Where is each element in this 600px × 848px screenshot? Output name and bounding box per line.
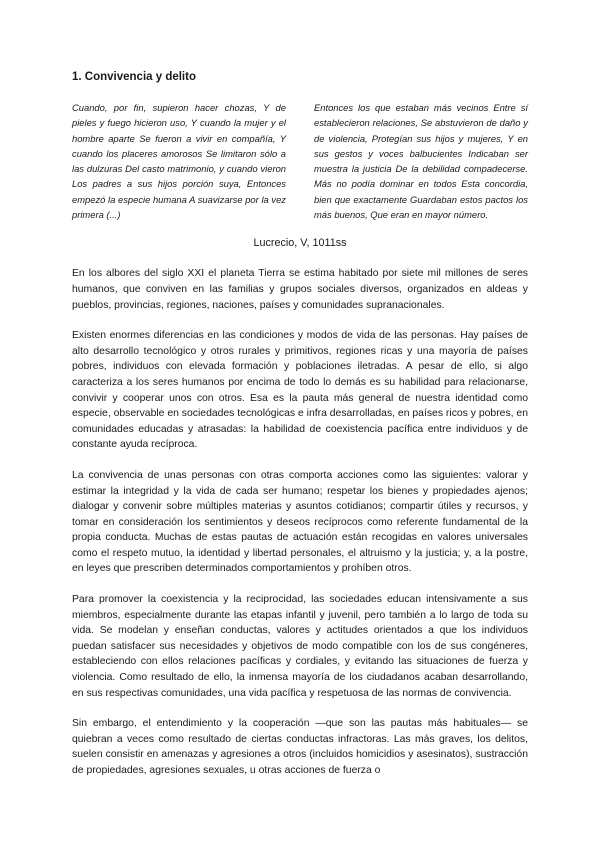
body-paragraph-5: Sin embargo, el entendimiento y la cooperación —que son las pautas más habituales— se quiebran a veces como resultado de ciertas conductas infractoras. Las más graves, los delitos, suelen consistir en amenazas y agresiones a otros (incluidos homicidios y asesinatos), sustracción de propiedades, agresiones sexuales, u otras acciones de fuerza o: [72, 718, 528, 776]
body-paragraph-3: La convivencia de unas personas con otras comporta acciones como las siguientes: valorar y estimar la integridad y la vida de cada ser humano; respetar los bienes y propiedades ajenos; dialogar y convenir sobre múltiples materias y asuntos cotidianos; compartir útiles y recursos, y tomar en consideración los sentimientos y deseos recíprocos como referente fundamental de la propia conducta. Muchas de estas pautas de actuación están recogidas en valores universales como el respeto mutuo, la identidad y libertad personales, el altruismo y la justicia; y, a la postre, en leyes que prescriben determinados comportamientos y prohíben otros.: [72, 469, 528, 575]
body-paragraph-2: Existen enormes diferencias en las condiciones y modos de vida de las personas. Hay países de alto desarrollo tecnológico y otros rurales y primitivos, regiones ricas y una mayoría de países pobres, individuos con elevada formación y poblaciones iletradas. A pesar de ello, si algo caracteriza a los seres humanos por encima de todo lo demás es su habilidad para relacionarse, convivir y cooperar unos con otros. Esa es la pauta más general de nuestra identidad como especie, observable en sociedades tecnológicas e infra desarrolladas, en países ricos y pobres, en comunidades educadas y atrasadas: la habilidad de coexistencia pacífica entre individuos y de constante ayuda recíproca.: [72, 330, 528, 451]
body-paragraph-4: Para promover la coexistencia y la reciprocidad, las sociedades educan intensivamente a sus miembros, especialmente durante las etapas infantil y juvenil, pero también a lo largo de toda su vida. Se modelan y enseñan conductas, valores y actitudes orientados a que los individuos puedan satisfacer sus necesidades y objetivos de modo compatible con los de sus congéneres, estableciendo con ellos relaciones pacíficas y cordiales, y evitando las situaciones de fuerza y violencia. Como resultado de ello, la inmensa mayoría de los ciudadanos acaban desarrollando, en sus respectivas comunidades, una vida pacífica y respetuosa de las normas de convivencia.: [72, 594, 528, 699]
section-heading: 1. Convivencia y delito: [72, 71, 196, 83]
poem-left-column: Cuando, por fin, supieron hacer chozas, Y de pieles y fuego hicieron uso, Y cuando la mujer y el hombre aparte Se fueron a vivir en compañía, Y cuando los placeres amorosos Se limitaron sólo a las dulzuras Del casto matrimonio, y cuando vieron Los padres a sus hijos porción suya, Entonces empezó la especie humana A suavizarse por la vez primera (...): [72, 102, 286, 221]
poem-attribution: Lucrecio, V, 1011ss: [253, 237, 347, 250]
poem-block: [72, 100, 528, 222]
document-page: [72, 70, 528, 794]
poem-right-column: Entonces los que estaban más vecinos Entre sí establecieron relaciones, Se abstuvieron de daño y de violencia, Protegían sus hijos y mujeres, Y en sus gestos y voces balbucientes Indicaban ser muestra la justicia De la debilidad compadecerse. Más no podía dominar en todos Esta concordia, bien que exactamente Guardaban estos pactos los más buenos, Que eran en mayor número.: [314, 102, 528, 221]
body-paragraph-1: En los albores del siglo XXI el planeta Tierra se estima habitado por siete mil millones de seres humanos, que conviven en las familias y grupos sociales diversos, organizados en aldeas y pueblos, provincias, regiones, naciones, países y comunidades supranacionales.: [72, 268, 528, 311]
